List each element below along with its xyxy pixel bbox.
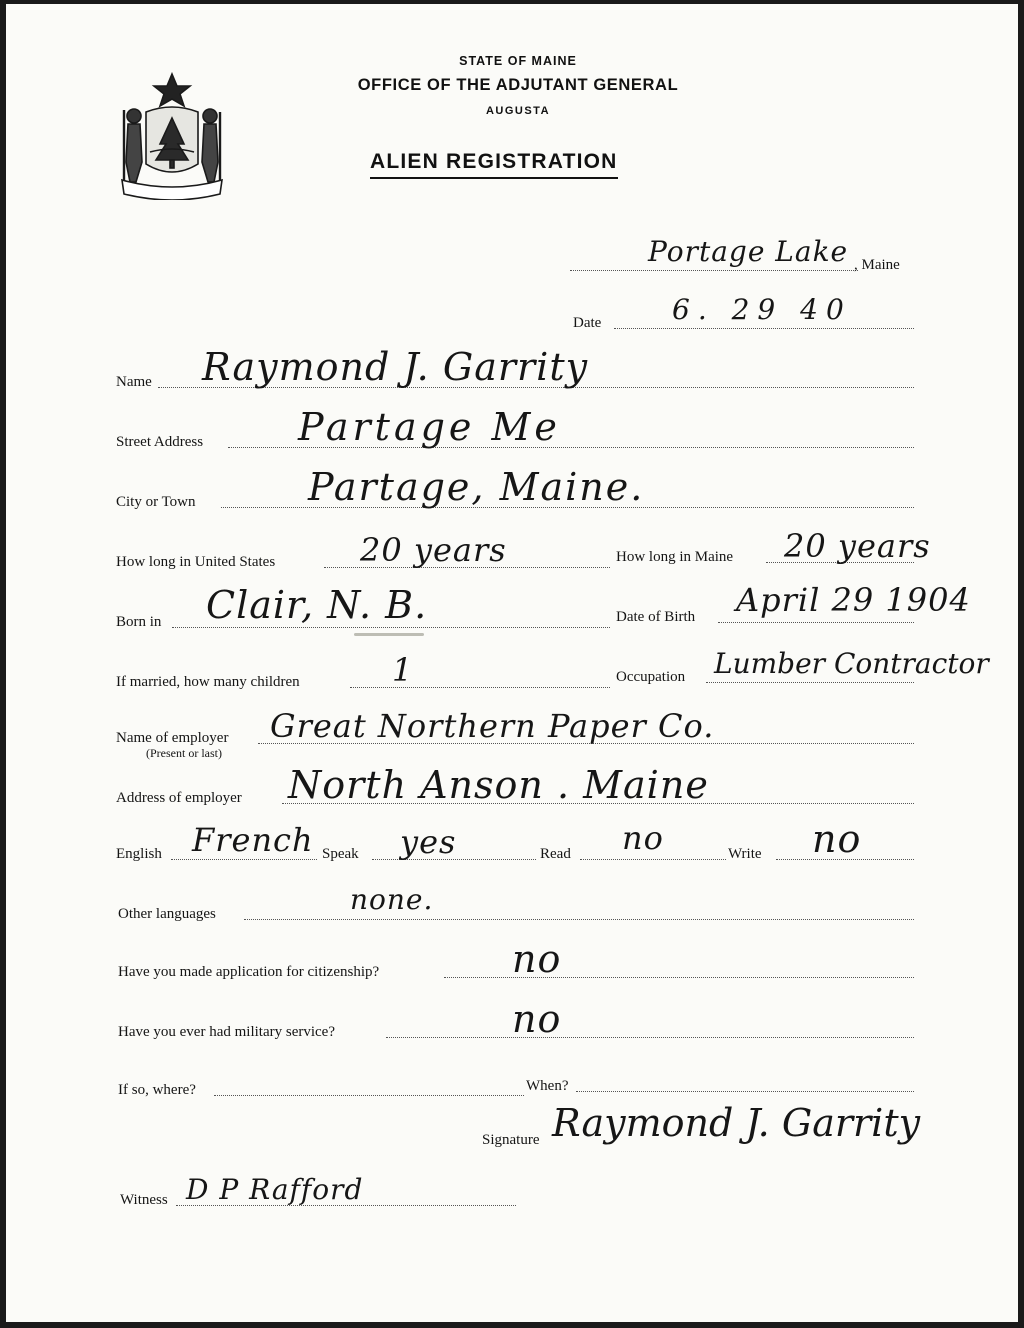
english-label: English bbox=[116, 846, 162, 862]
citizenship-label: Have you made application for citizenship? bbox=[118, 964, 380, 980]
street-label: Street Address bbox=[116, 434, 204, 450]
military-value: no bbox=[512, 997, 562, 1041]
town-suffix-label: , Maine bbox=[854, 257, 900, 273]
us-label: How long in United States bbox=[116, 554, 276, 570]
read-value: no bbox=[622, 819, 664, 857]
signature-value: Raymond J. Garrity bbox=[552, 1101, 921, 1145]
write-label: Write bbox=[728, 846, 762, 862]
children-line bbox=[350, 687, 610, 688]
where-line bbox=[214, 1095, 524, 1096]
where-label: If so, where? bbox=[118, 1082, 196, 1098]
born-label: Born in bbox=[116, 614, 162, 630]
dob-line bbox=[718, 622, 914, 623]
employer-address-label: Address of employer bbox=[116, 790, 242, 806]
military-label: Have you ever had military service? bbox=[118, 1024, 335, 1040]
english-value: French bbox=[192, 821, 314, 859]
write-value: no bbox=[812, 817, 862, 861]
children-label: If married, how many children bbox=[116, 674, 300, 690]
town-line bbox=[570, 270, 858, 271]
occupation-line bbox=[706, 682, 914, 683]
date-label: Date bbox=[573, 315, 602, 331]
form-title: ALIEN REGISTRATION bbox=[370, 150, 618, 179]
city-label: City or Town bbox=[116, 494, 196, 510]
street-value: Partage Me bbox=[298, 405, 561, 449]
office-heading: OFFICE OF THE ADJUTANT GENERAL bbox=[357, 76, 679, 94]
town-value: Portage Lake bbox=[648, 235, 849, 268]
underline-mark bbox=[354, 633, 424, 636]
employer-sublabel: (Present or last) bbox=[146, 746, 222, 760]
other-languages-value: none. bbox=[350, 883, 434, 916]
children-value: 1 bbox=[392, 651, 414, 689]
read-label: Read bbox=[540, 846, 571, 862]
when-label: When? bbox=[526, 1078, 569, 1094]
registration-form bbox=[6, 4, 1018, 1322]
other-languages-line bbox=[244, 919, 914, 920]
date-line bbox=[614, 328, 914, 329]
read-line bbox=[580, 859, 726, 860]
employer-address-value: North Anson . Maine bbox=[288, 763, 709, 807]
employer-label: Name of employer bbox=[116, 730, 229, 746]
maine-value: 20 years bbox=[784, 527, 931, 565]
english-line bbox=[171, 859, 317, 860]
state-heading: STATE OF MAINE bbox=[459, 54, 577, 68]
us-value: 20 years bbox=[360, 531, 507, 569]
signature-label: Signature bbox=[482, 1132, 540, 1148]
employer-value: Great Northern Paper Co. bbox=[270, 707, 715, 745]
name-label: Name bbox=[116, 374, 152, 390]
occupation-label: Occupation bbox=[616, 669, 686, 685]
speak-value: yes bbox=[400, 823, 457, 861]
name-value: Raymond J. Garrity bbox=[202, 345, 589, 389]
born-line bbox=[172, 627, 610, 628]
dob-value: April 29 1904 bbox=[736, 581, 971, 619]
speak-label: Speak bbox=[322, 846, 359, 862]
other-languages-label: Other languages bbox=[118, 906, 216, 922]
city-value: Partage, Maine. bbox=[308, 465, 645, 509]
maine-state-seal-icon bbox=[116, 72, 228, 200]
born-value: Clair, N. B. bbox=[206, 583, 428, 627]
dob-label: Date of Birth bbox=[616, 609, 696, 625]
citizenship-value: no bbox=[512, 937, 562, 981]
witness-value: D P Rafford bbox=[186, 1173, 364, 1206]
witness-label: Witness bbox=[120, 1192, 168, 1208]
city-heading: AUGUSTA bbox=[485, 105, 551, 117]
when-line bbox=[576, 1091, 914, 1092]
maine-label: How long in Maine bbox=[616, 549, 734, 565]
date-value: 6. 29 40 bbox=[672, 293, 852, 326]
military-line bbox=[386, 1037, 914, 1038]
occupation-value: Lumber Contractor bbox=[714, 647, 989, 680]
